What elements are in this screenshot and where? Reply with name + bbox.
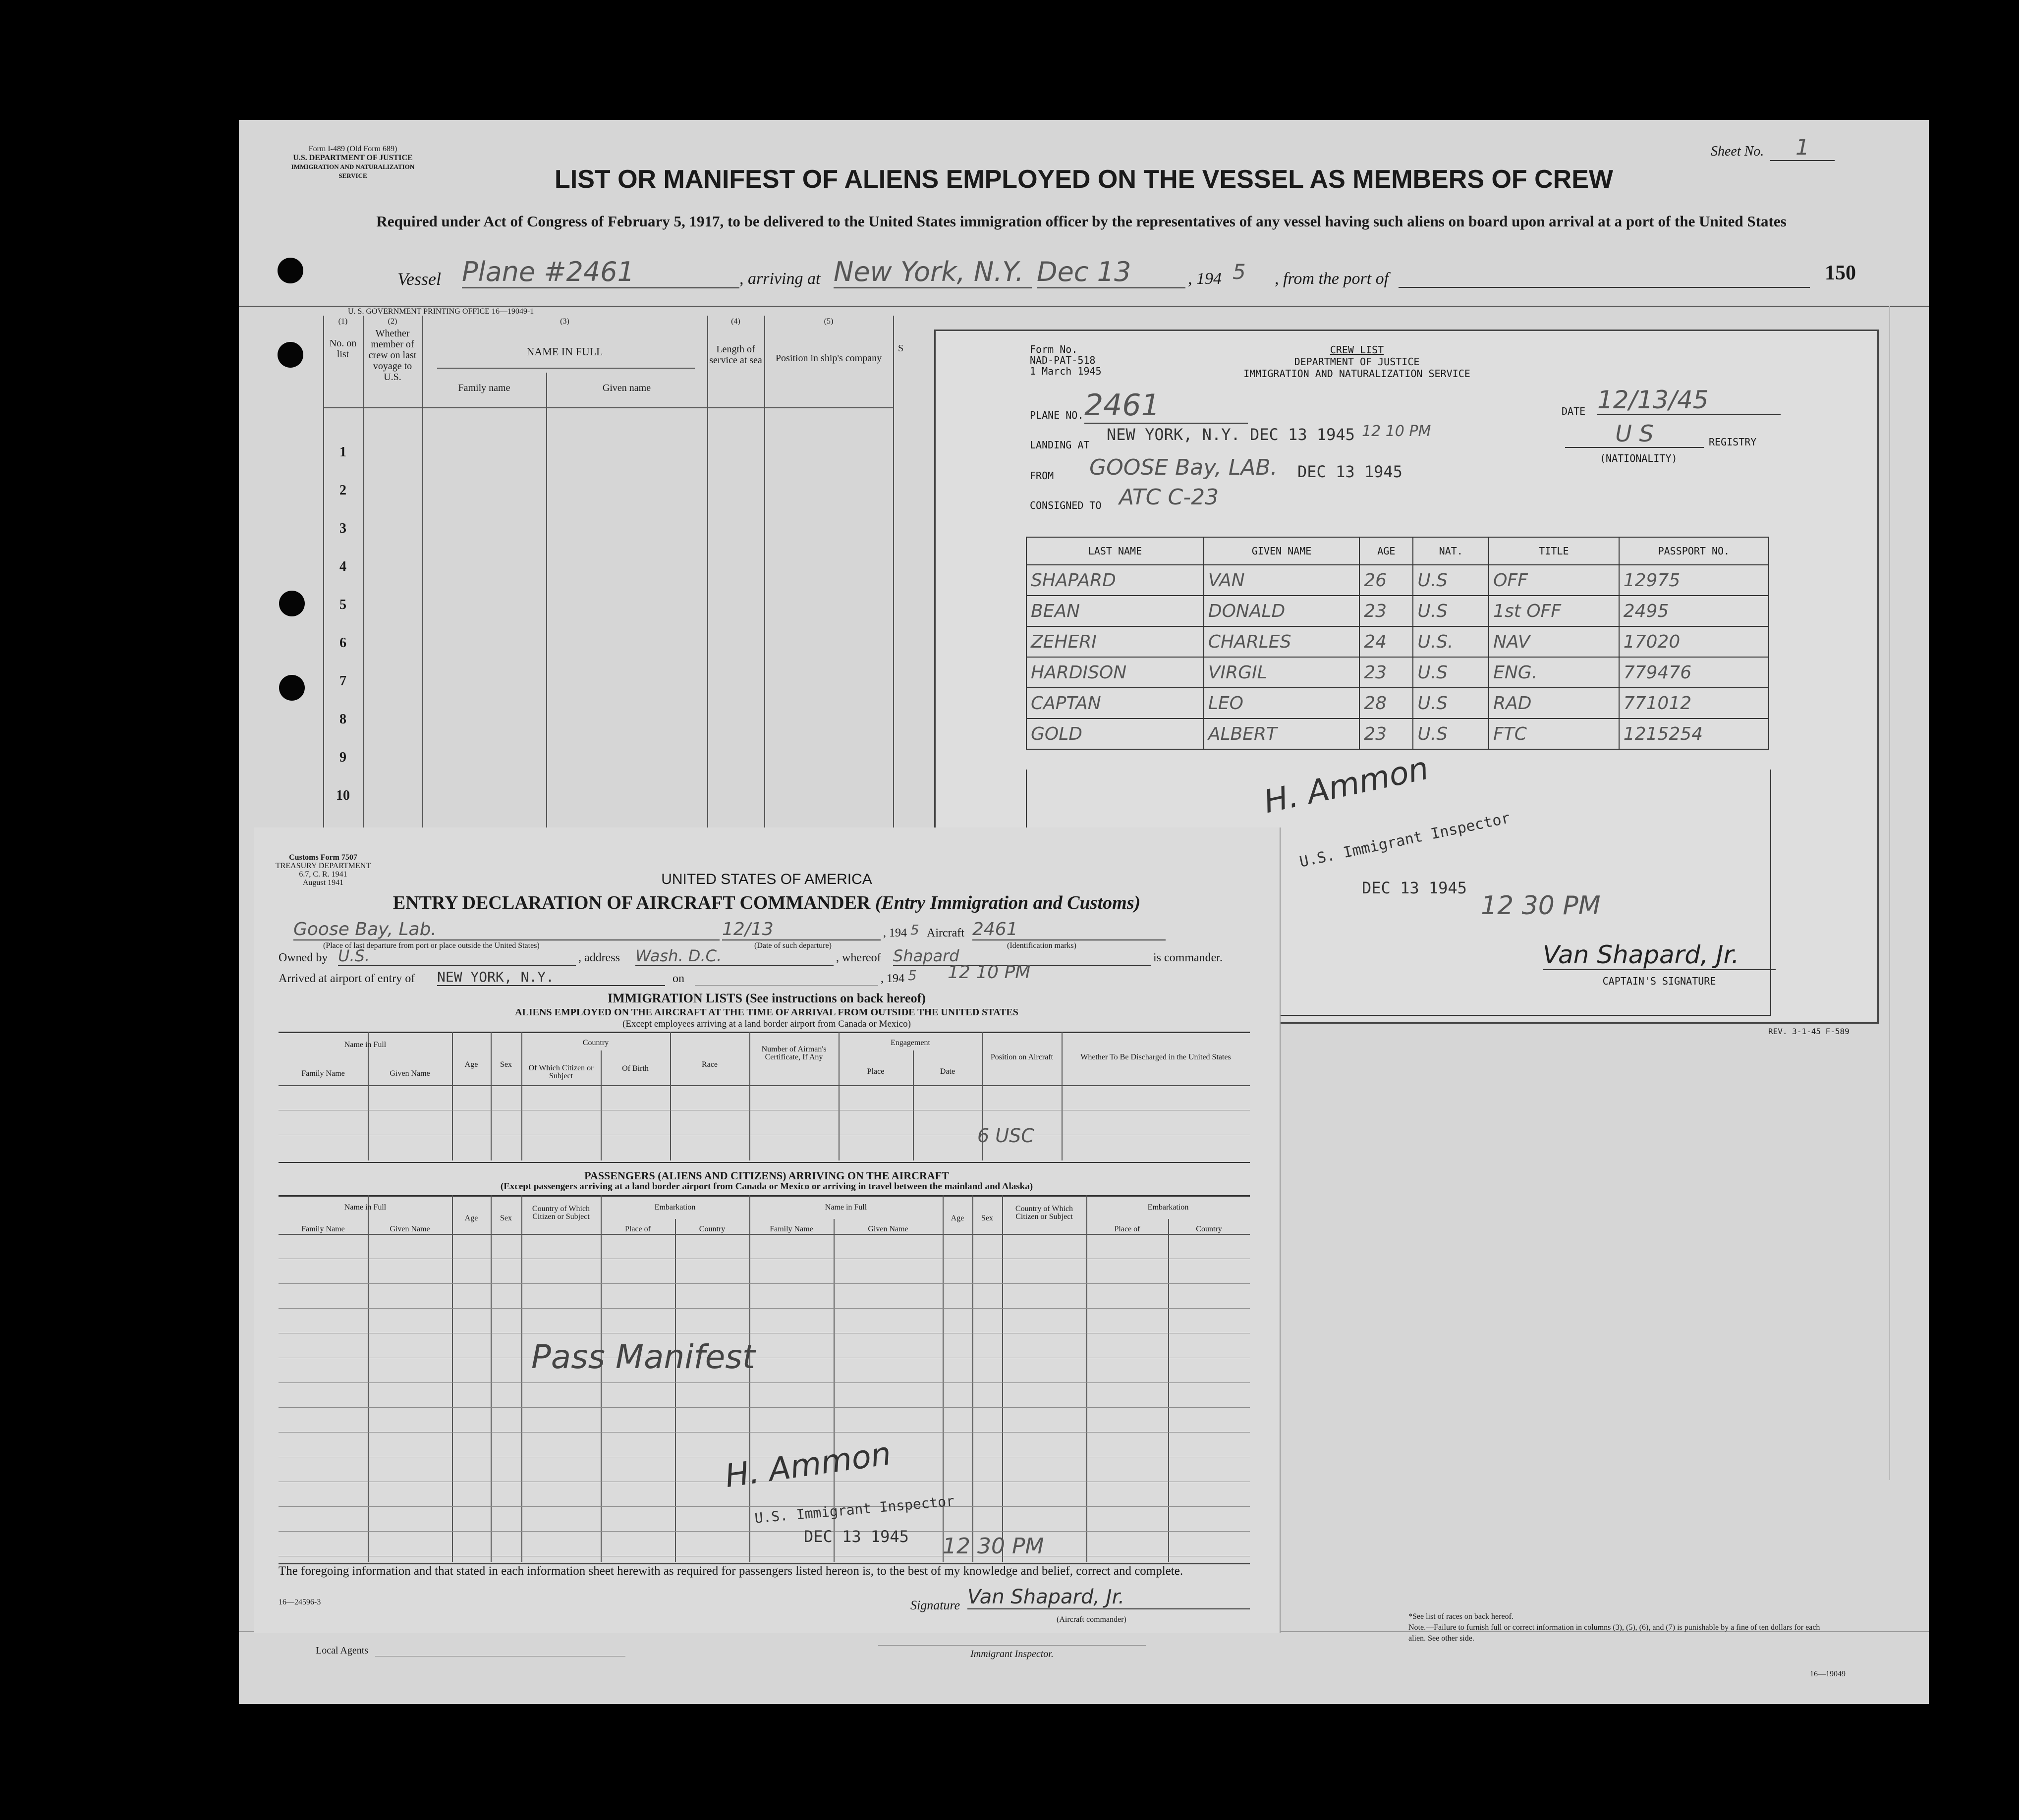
- pass-col-rule: [749, 1195, 750, 1562]
- from-stamp: DEC 13 1945: [1297, 462, 1402, 481]
- inspector-time: 12 30 PM: [1481, 891, 1601, 921]
- place-caption: (Place of last departure from port or place outside the United States): [323, 941, 540, 950]
- pass-row-rule: [279, 1407, 1250, 1408]
- crew-passport: 779476: [1619, 657, 1769, 688]
- customs-declaration: The foregoing information and that stated in each information sheet herewith as required for passengers listed hereon is, to the best of my knowledge and belief, correct and complete.: [279, 1564, 1183, 1578]
- pass-title: PASSENGERS (ALIENS AND CITIZENS) ARRIVING ON THE AIRCRAFT: [584, 1169, 949, 1182]
- pass-row-rule: [279, 1432, 1250, 1433]
- date-label: DATE: [1562, 405, 1586, 417]
- pass-h-given-2: Given Name: [868, 1225, 908, 1233]
- pass-h-age: Age: [464, 1214, 478, 1222]
- crew-last-name: ZEHERI: [1026, 626, 1204, 657]
- inspector-date: DEC 13 1945: [1362, 879, 1467, 897]
- crew-header-last: LAST NAME: [1026, 537, 1204, 565]
- on-label: on: [673, 972, 684, 985]
- customs-inspector-date: DEC 13 1945: [804, 1527, 909, 1546]
- date-value: Dec 13: [1037, 256, 1185, 288]
- crew-nat: U.S.: [1413, 626, 1489, 657]
- signature-value: Van Shapard, Jr.: [967, 1586, 1250, 1609]
- aliens-h-date: Date: [940, 1067, 955, 1076]
- owned-label: Owned by: [279, 951, 328, 964]
- crew-form-date: 1 March 1945: [1030, 365, 1102, 377]
- gpo-line: U. S. GOVERNMENT PRINTING OFFICE 16—19049-1: [348, 307, 534, 316]
- crew-form-block: [1030, 344, 1102, 377]
- customs-form: [254, 827, 1281, 1633]
- crew-given-name: LEO: [1204, 688, 1359, 718]
- note-races: *See list of races on back hereof.: [1408, 1612, 1514, 1621]
- pass-col-rule: [368, 1195, 369, 1562]
- crew-last-name: HARDISON: [1026, 657, 1204, 688]
- c4-header: Length of service at sea: [709, 344, 762, 366]
- crew-row: [1026, 688, 1769, 718]
- row-number: 7: [339, 673, 346, 689]
- from-label: FROM: [1030, 470, 1054, 482]
- col-rule: [546, 373, 547, 841]
- inspector-stamp: U.S. Immigrant Inspector: [1298, 809, 1512, 871]
- arrived-year-label: , 194: [881, 972, 904, 985]
- pass-row-rule: [279, 1531, 1250, 1532]
- row-number: 3: [339, 521, 346, 536]
- crew-passport: 12975: [1619, 565, 1769, 596]
- plane-value: 2461: [1084, 388, 1248, 424]
- crew-passport: 771012: [1619, 688, 1769, 718]
- crew-header-nat: NAT.: [1413, 537, 1489, 565]
- c6-header: S: [898, 343, 904, 354]
- depart-year-label: , 194: [883, 927, 907, 939]
- vessel-value: Plane #2461: [462, 256, 739, 288]
- c1-header: No. on list: [329, 338, 357, 360]
- c3b-header: Given name: [602, 383, 651, 393]
- depart-date-caption: (Date of such departure): [754, 941, 832, 950]
- c5-num: (5): [824, 317, 834, 326]
- pass-col-rule: [1168, 1219, 1169, 1562]
- pass-h-country-2: Country: [1196, 1225, 1222, 1233]
- crew-age: 23: [1359, 718, 1413, 749]
- aliens-col-rule: [491, 1032, 492, 1160]
- customs-title: [254, 892, 1280, 914]
- pass-col-rule: [601, 1195, 602, 1562]
- crew-row: [1026, 718, 1769, 749]
- arrived-value: NEW YORK, N.Y.: [437, 969, 665, 986]
- consigned-label: CONSIGNED TO: [1030, 499, 1102, 511]
- stamp-number: 150: [1825, 262, 1856, 284]
- pass-h-embark: Embarkation: [654, 1203, 696, 1212]
- footer-notes: [1408, 1611, 1825, 1644]
- aliens-h-race: Race: [702, 1060, 718, 1069]
- nationality-value: U S: [1565, 420, 1704, 448]
- customs-treasury: TREASURY DEPARTMENT: [275, 862, 371, 870]
- crew-title: FTC: [1489, 718, 1619, 749]
- customs-inspector-stamp: U.S. Immigrant Inspector: [754, 1492, 955, 1527]
- owned-value: U.S.: [338, 946, 576, 966]
- inspector-signature: H. Ammon: [1260, 750, 1432, 821]
- crew-form-code: NAD-PAT-518: [1030, 354, 1096, 366]
- row-number: 4: [339, 559, 346, 574]
- from-value: GOOSE Bay, LAB.: [1089, 455, 1278, 480]
- aliens-col-rule: [839, 1032, 840, 1160]
- col-rule: [764, 316, 765, 841]
- sheet-no-label: Sheet No.: [1711, 144, 1764, 159]
- customs-code: 16—24596-3: [279, 1598, 321, 1606]
- pass-col-rule: [521, 1195, 522, 1562]
- pass-h-family: Family Name: [301, 1225, 345, 1233]
- pass-h-given: Given Name: [390, 1225, 430, 1233]
- aliens-h-country: Country: [582, 1039, 609, 1047]
- crew-header-age: AGE: [1359, 537, 1413, 565]
- aliens-h-age: Age: [464, 1060, 478, 1069]
- manifest-subtitle: Required under Act of Congress of February 5, 1917, to be delivered to the United States immigration officer by the representatives of any vessel having such aliens on board upon arrival at a port of the United States: [376, 213, 1787, 230]
- aliens-h-sex: Sex: [500, 1060, 512, 1069]
- signature-label: Signature: [910, 1598, 960, 1612]
- crew-age: 26: [1359, 565, 1413, 596]
- row-number: 2: [339, 483, 346, 498]
- pass-col-rule: [491, 1195, 492, 1562]
- address-label: , address: [578, 951, 620, 964]
- whereof-label: , whereof: [836, 951, 881, 964]
- agents-label: Local Agents: [316, 1645, 369, 1656]
- arrived-time: 12 10 PM: [948, 962, 1031, 983]
- c4-num: (4): [731, 317, 740, 326]
- pass-header-rule: [279, 1234, 1250, 1235]
- crew-nat: U.S: [1413, 657, 1489, 688]
- aliens-col-rule: [521, 1032, 522, 1160]
- crew-nat: U.S: [1413, 688, 1489, 718]
- imm-title: IMMIGRATION LISTS: [608, 991, 742, 1005]
- table-top-rule: [239, 306, 1929, 307]
- aliens-h-citizen: Of Which Citizen or Subject: [528, 1064, 594, 1080]
- landing-stamp: NEW YORK, N.Y. DEC 13 1945: [1107, 425, 1355, 444]
- signature-caption: (Aircraft commander): [1057, 1615, 1126, 1624]
- crew-given-name: CHARLES: [1204, 626, 1359, 657]
- pass-h-embark-2: Embarkation: [1147, 1203, 1189, 1212]
- pass-h-citizen: Country of Which Citizen or Subject: [532, 1205, 590, 1221]
- crew-age: 23: [1359, 596, 1413, 626]
- pass-h-family-2: Family Name: [770, 1225, 813, 1233]
- crew-nat: U.S: [1413, 596, 1489, 626]
- crew-last-name: BEAN: [1026, 596, 1204, 626]
- crew-title: OFF: [1489, 565, 1619, 596]
- customs-form-id: Customs Form 7507: [289, 853, 357, 862]
- crew-age: 23: [1359, 657, 1413, 688]
- aliens-col-rule: [670, 1032, 671, 1160]
- crew-given-name: VIRGIL: [1204, 657, 1359, 688]
- crew-title: RAD: [1489, 688, 1619, 718]
- pass-h-sex: Sex: [500, 1214, 512, 1222]
- crew-title-block: [1183, 344, 1530, 380]
- aliens-col-rule: [749, 1032, 750, 1160]
- crew-row: [1026, 626, 1769, 657]
- col-rule: [893, 316, 894, 841]
- pass-col-rule: [452, 1195, 453, 1562]
- crew-nat: U.S: [1413, 565, 1489, 596]
- crew-rows: [1026, 565, 1769, 749]
- row-number: 5: [339, 597, 346, 612]
- form-id: Form I-489 (Old Form 689): [308, 145, 397, 153]
- date-value: 12/13/45: [1597, 386, 1781, 415]
- crew-nat: U.S: [1413, 718, 1489, 749]
- row-number: 1: [339, 444, 346, 460]
- commander-label: is commander.: [1153, 951, 1223, 964]
- aliens-header-rule: [279, 1085, 1250, 1086]
- grid-edge: [1889, 306, 1930, 1480]
- customs-inspector-sig: H. Ammon: [723, 1435, 894, 1495]
- arrived-year-value: 5: [908, 967, 917, 984]
- row-number: 6: [339, 635, 346, 651]
- pass-row-rule: [279, 1506, 1250, 1507]
- c3-header: NAME IN FULL: [526, 345, 603, 358]
- service: IMMIGRATION AND NATURALIZATION SERVICE: [291, 163, 415, 179]
- aircraft-label: Aircraft: [927, 927, 964, 939]
- pass-row-rule: [279, 1308, 1250, 1309]
- vessel-label: Vessel: [397, 269, 441, 289]
- pass-col-rule: [972, 1195, 973, 1562]
- arrived-label: Arrived at airport of entry of: [279, 972, 415, 985]
- crew-row: [1026, 565, 1769, 596]
- pass-h-citizen-2: Country of Which Citizen or Subject: [1015, 1205, 1073, 1221]
- c2-header: Whether member of crew on last voyage to U.S.: [368, 328, 417, 383]
- name-rule: [437, 368, 695, 369]
- aircraft-value: 2461: [972, 919, 1166, 940]
- crew-last-name: SHAPARD: [1026, 565, 1204, 596]
- row-number: 9: [339, 750, 346, 765]
- place-value: Goose Bay, Lab.: [293, 919, 720, 940]
- aliens-h-birth: Of Birth: [622, 1064, 649, 1073]
- arriving-value: New York, N.Y.: [834, 256, 1032, 288]
- crew-given-name: DONALD: [1204, 596, 1359, 626]
- captain-signature: Van Shapard, Jr.: [1543, 940, 1776, 970]
- whereof-value: Shapard: [893, 946, 1151, 966]
- aliens-col-rule: [1062, 1032, 1063, 1160]
- c2-num: (2): [388, 317, 397, 326]
- pass-h-place-2: Place of: [1114, 1225, 1140, 1233]
- crew-given-name: VAN: [1204, 565, 1359, 596]
- imm-note: (See instructions on back hereof): [745, 991, 926, 1005]
- punch-hole: [279, 675, 305, 701]
- crew-dept: DEPARTMENT OF JUSTICE: [1294, 356, 1420, 368]
- captain-label: CAPTAIN'S SIGNATURE: [1602, 975, 1716, 987]
- aliens-h-engagement: Engagement: [891, 1039, 930, 1047]
- imm-title-line: [254, 991, 1280, 1006]
- col-rule: [422, 316, 423, 841]
- aliens-col-rule: [368, 1032, 369, 1160]
- pass-h-name-2: Name in Full: [825, 1203, 867, 1212]
- aliens-col-rule: [452, 1032, 453, 1160]
- col-rule: [707, 316, 708, 841]
- row-number: 8: [339, 712, 346, 727]
- c1-num: (1): [338, 317, 348, 326]
- crew-rev-code: REV. 3-1-45 F-589: [1768, 1027, 1850, 1036]
- manifest-title: LIST OR MANIFEST OF ALIENS EMPLOYED ON THE VESSEL AS MEMBERS OF CREW: [555, 165, 1613, 194]
- aliens-h-cert: Number of Airman's Certificate, If Any: [761, 1045, 827, 1061]
- aliens-h-place: Place: [867, 1067, 885, 1076]
- punch-hole: [278, 258, 303, 283]
- depart-year-value: 5: [910, 922, 919, 938]
- pass-h-place: Place of: [625, 1225, 651, 1233]
- customs-title-b: (Entry Immigration and Customs): [875, 892, 1141, 913]
- crew-row: [1026, 657, 1769, 688]
- punch-hole: [278, 342, 303, 368]
- pass-h-age-2: Age: [951, 1214, 964, 1222]
- crew-form-no: Form No.: [1030, 343, 1078, 355]
- registry-label: REGISTRY: [1709, 436, 1757, 448]
- customs-cfr: 6.7, C. R. 1941: [299, 870, 347, 879]
- crew-age: 24: [1359, 626, 1413, 657]
- crew-passport: 17020: [1619, 626, 1769, 657]
- crew-title: CREW LIST: [1330, 344, 1384, 356]
- footer-code: 16—19049: [1810, 1670, 1846, 1678]
- year-prefix: , 194: [1188, 270, 1222, 288]
- crew-header-given: GIVEN NAME: [1204, 537, 1359, 565]
- header-rule: [323, 407, 893, 408]
- crew-title: 1st OFF: [1489, 596, 1619, 626]
- customs-inspector-time: 12 30 PM: [943, 1534, 1044, 1559]
- pass-sub: (Except passengers arriving at a land border airport from Canada or Mexico or arriving in travel between the mainland and Alaska): [500, 1181, 1033, 1192]
- crew-header-title: TITLE: [1489, 537, 1619, 565]
- department: U.S. DEPARTMENT OF JUSTICE: [293, 154, 413, 162]
- customs-date: August 1941: [302, 879, 344, 887]
- pass-note: Pass Manifest: [531, 1338, 755, 1376]
- inspector-rule: [878, 1645, 1146, 1646]
- aliens-h-position: Position on Aircraft: [990, 1053, 1054, 1061]
- arriving-label: , arriving at: [739, 270, 821, 288]
- col-rule: [363, 316, 364, 841]
- crew-title: NAV: [1489, 626, 1619, 657]
- plane-label: PLANE NO.: [1030, 409, 1084, 421]
- row-number: 10: [336, 788, 350, 803]
- pass-h-name: Name in Full: [344, 1203, 387, 1212]
- note-fine: Note.—Failure to furnish full or correct information in columns (3), (5), (6), and (7) is punishable by a fine of ten dollars for each alien. See other side.: [1408, 1623, 1820, 1643]
- from-port-line: [1399, 286, 1810, 288]
- crew-age: 28: [1359, 688, 1413, 718]
- pass-col-rule: [1002, 1195, 1003, 1562]
- consigned-value: ATC C-23: [1119, 485, 1219, 510]
- c3-num: (3): [560, 317, 569, 326]
- year-suffix: 5: [1233, 260, 1246, 284]
- pass-col-rule: [675, 1219, 676, 1562]
- customs-country: UNITED STATES OF AMERICA: [661, 871, 872, 887]
- depart-date-value: 12/13: [722, 919, 881, 940]
- customs-title-a: ENTRY DECLARATION OF AIRCRAFT COMMANDER: [393, 892, 871, 913]
- on-rule: [695, 985, 878, 986]
- crew-passport: 1215254: [1619, 718, 1769, 749]
- nationality-label: (NATIONALITY): [1600, 452, 1678, 464]
- crew-table: [1026, 537, 1769, 750]
- pass-h-country: Country: [699, 1225, 726, 1233]
- crew-passport: 2495: [1619, 596, 1769, 626]
- crew-row: [1026, 596, 1769, 626]
- landing-time: 12 10 PM: [1362, 423, 1431, 440]
- aliens-h-discharge: Whether To Be Discharged in the United States: [1080, 1053, 1231, 1061]
- aliens-h-given: Given Name: [390, 1069, 430, 1078]
- crew-last-name: GOLD: [1026, 718, 1204, 749]
- sheet-no: 1: [1770, 135, 1835, 161]
- crew-header-row: [1026, 537, 1769, 565]
- crew-title: ENG.: [1489, 657, 1619, 688]
- pass-row-rule: [279, 1382, 1250, 1383]
- crew-service: IMMIGRATION AND NATURALIZATION SERVICE: [1243, 368, 1470, 380]
- aliens-h-family: Family Name: [301, 1069, 345, 1078]
- crew-header-passport: PASSPORT NO.: [1619, 537, 1769, 565]
- pass-h-sex-2: Sex: [981, 1214, 993, 1222]
- c3a-header: Family name: [458, 383, 510, 393]
- aliens-sub: (Except employees arriving at a land border airport from Canada or Mexico): [622, 1019, 911, 1029]
- punch-hole: [279, 591, 305, 616]
- inspector-label: Immigrant Inspector.: [970, 1649, 1054, 1659]
- from-port-label: , from the port of: [1275, 270, 1389, 288]
- c5-header: Position in ship's company: [775, 353, 882, 364]
- crew-last-name: CAPTAN: [1026, 688, 1204, 718]
- address-value: Wash. D.C.: [635, 946, 834, 966]
- aliens-note: 6 USC: [977, 1125, 1034, 1147]
- crew-given-name: ALBERT: [1204, 718, 1359, 749]
- landing-label: LANDING AT: [1030, 439, 1090, 451]
- aliens-title: ALIENS EMPLOYED ON THE AIRCRAFT AT THE TIME OF ARRIVAL FROM OUTSIDE THE UNITED STATES: [515, 1007, 1018, 1018]
- aircraft-caption: (Identification marks): [1007, 941, 1076, 950]
- pass-col-rule: [1086, 1195, 1087, 1562]
- pass-row-rule: [279, 1283, 1250, 1284]
- aliens-h-name: Name in Full: [344, 1041, 387, 1049]
